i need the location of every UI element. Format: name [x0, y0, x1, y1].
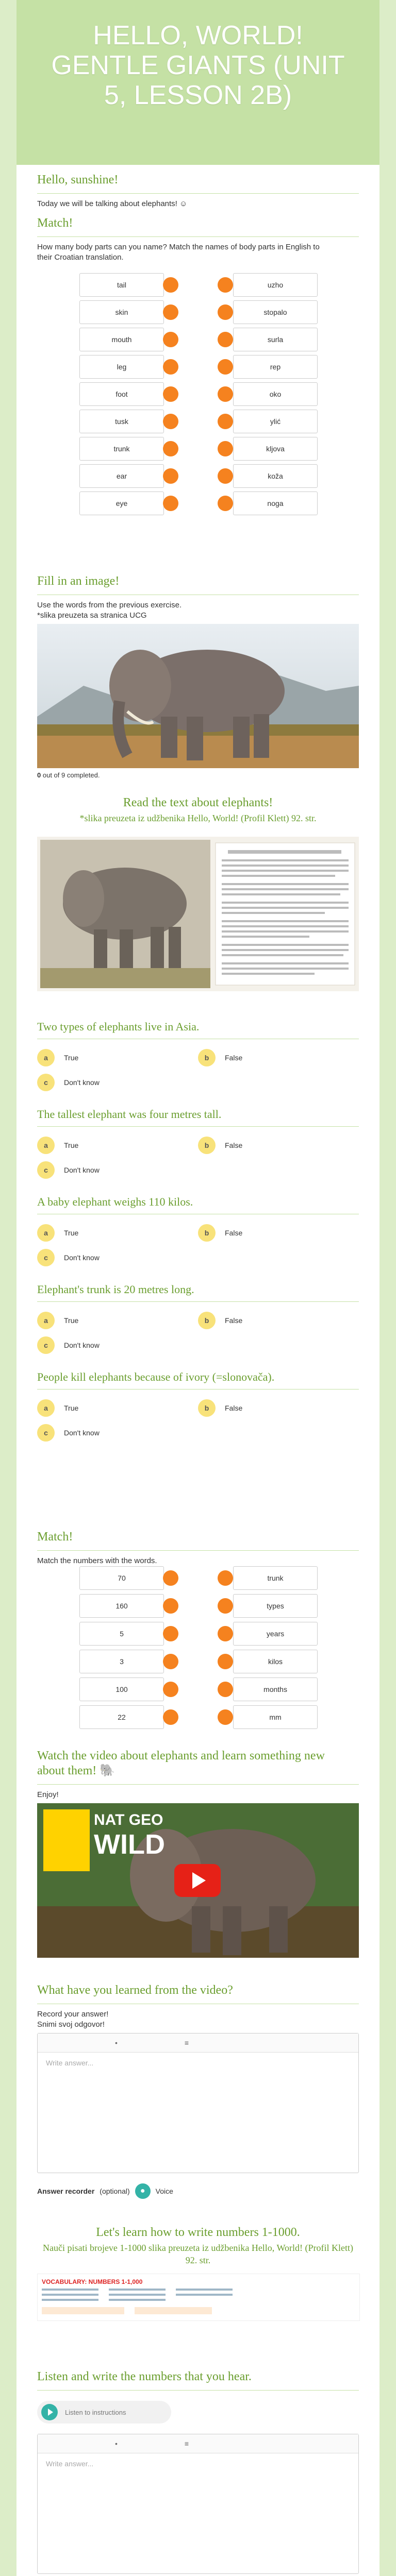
video-section	[37, 1749, 359, 1976]
match-connector-right[interactable]	[218, 1682, 233, 1697]
answer-option-dont-know[interactable]	[37, 1161, 100, 1179]
wild-logo-text: WILD	[94, 1829, 165, 1860]
match-right-item[interactable]: kljova	[233, 437, 318, 461]
natgeo-logo	[43, 1809, 90, 1871]
quiz-question	[37, 1370, 359, 1453]
fill-image-section	[37, 574, 359, 791]
match-connector-left[interactable]	[163, 332, 178, 347]
intro-text: Today we will be talking about elephants!	[37, 199, 177, 208]
numbers-textbook-image[interactable]	[37, 2274, 360, 2321]
match-row	[37, 382, 359, 406]
quiz-question-text: Two types of elephants live in Asia.	[37, 1020, 200, 1033]
answer-option-true[interactable]	[37, 1049, 78, 1066]
video-player[interactable]	[37, 1803, 359, 1958]
match-connector-right[interactable]	[218, 468, 233, 484]
match-row	[37, 492, 359, 515]
match-connector-left[interactable]	[163, 1626, 178, 1641]
match-connector-left[interactable]	[163, 1598, 178, 1614]
quiz-question-text: A baby elephant weighs 110 kilos.	[37, 1195, 193, 1208]
option-badge: c	[37, 1161, 55, 1179]
number-match-rows	[37, 1566, 359, 1736]
format-icon[interactable]: ≡	[184, 2439, 189, 2448]
option-label: Don't know	[64, 1429, 100, 1437]
option-badge: c	[37, 1074, 55, 1091]
answer-option-true[interactable]	[37, 1312, 78, 1329]
video-heading: Watch the video about elephants and learn something new about them! 🐘	[37, 1749, 325, 1777]
option-badge: b	[198, 1137, 216, 1154]
answer-option-false[interactable]	[198, 1399, 242, 1417]
numbers-table-illustration	[42, 2286, 300, 2317]
quiz-question-text: Elephant's trunk is 20 metres long.	[37, 1283, 194, 1296]
numbers-image-label: VOCABULARY: NUMBERS 1-1,000	[42, 2278, 143, 2285]
option-label: True	[64, 1141, 79, 1149]
match-right-item[interactable]: kilos	[233, 1650, 318, 1673]
align-icon[interactable]: •	[115, 2439, 118, 2448]
natgeo-logo-text: NAT GEO	[94, 1811, 163, 1828]
read-text-subheading: *slika preuzeta iz udžbenika Hello, World! (Profil Klett) 92. str.	[79, 813, 317, 823]
answer-option-dont-know[interactable]	[37, 1336, 100, 1354]
match-left-item[interactable]: 160	[79, 1594, 164, 1618]
option-badge: a	[37, 1137, 55, 1154]
match-row	[37, 328, 359, 351]
match-right-item[interactable]: rep	[233, 355, 318, 379]
quiz-question-text: The tallest elephant was four metres tall.	[37, 1108, 222, 1121]
match-right-item[interactable]: ylić	[233, 410, 318, 433]
read-text-section	[37, 796, 359, 1002]
match-row	[37, 410, 359, 433]
match-row	[37, 300, 359, 324]
match-left-item[interactable]: trunk	[79, 437, 164, 461]
match-connector-right[interactable]	[218, 1654, 233, 1669]
match-row	[37, 1566, 359, 1590]
audio-play-icon[interactable]	[41, 2404, 58, 2420]
video-enjoy: Enjoy!	[37, 1790, 59, 1799]
match-left-item[interactable]: 100	[79, 1677, 164, 1701]
answer-placeholder: Write answer...	[46, 2059, 94, 2067]
match-row	[37, 1705, 359, 1729]
numbers-section	[37, 2226, 359, 2339]
quiz-question	[37, 1108, 359, 1190]
match-connector-left[interactable]	[163, 1682, 178, 1697]
intro-heading: Hello, sunshine!	[37, 173, 119, 187]
option-badge: a	[37, 1049, 55, 1066]
match-connector-right[interactable]	[218, 496, 233, 511]
completion-counter: 0 out of 9 completed.	[37, 771, 100, 779]
quiz-question	[37, 1283, 359, 1365]
option-label: True	[64, 1054, 79, 1062]
fill-image-heading: Fill in an image!	[37, 574, 120, 588]
match-right-item[interactable]: uzho	[233, 273, 318, 297]
match-connector-right[interactable]	[218, 332, 233, 347]
answer-option-dont-know[interactable]	[37, 1074, 100, 1091]
listen-answer-editor[interactable]	[37, 2434, 359, 2574]
option-label: True	[64, 1229, 79, 1237]
answer-option-true[interactable]	[37, 1137, 78, 1154]
match-connector-left[interactable]	[163, 1709, 178, 1725]
option-badge: b	[198, 1312, 216, 1329]
match-connector-right[interactable]	[218, 1598, 233, 1614]
option-label: False	[225, 1229, 243, 1237]
match-row	[37, 273, 359, 297]
match-connector-right[interactable]	[218, 1626, 233, 1641]
match-body-parts-section	[37, 216, 359, 536]
option-label: Don't know	[64, 1078, 100, 1087]
option-label: False	[225, 1404, 243, 1412]
hero-banner	[16, 0, 380, 165]
worksheet-page	[16, 0, 380, 2576]
match-left-item[interactable]: tusk	[79, 410, 164, 433]
match-right-item[interactable]: stopalo	[233, 300, 318, 324]
voice-label: Voice	[155, 2187, 173, 2195]
match-left-item[interactable]: skin	[79, 300, 164, 324]
editor-toolbar	[38, 2033, 358, 2053]
fill-image-text: Use the words from the previous exercise.	[37, 601, 182, 609]
read-text-heading: Read the text about elephants!	[123, 796, 273, 809]
match-connector-right[interactable]	[218, 277, 233, 293]
answer-option-dont-know[interactable]	[37, 1249, 100, 1266]
match-connector-right[interactable]	[218, 1709, 233, 1725]
match-row	[37, 1622, 359, 1646]
option-badge: c	[37, 1424, 55, 1442]
option-label: Don't know	[64, 1166, 100, 1174]
option-label: True	[64, 1316, 79, 1325]
option-badge: c	[37, 1249, 55, 1266]
match-left-item[interactable]: ear	[79, 464, 164, 488]
match-numbers-heading: Match!	[37, 1530, 73, 1544]
match-connector-left[interactable]	[163, 496, 178, 511]
option-badge: a	[37, 1224, 55, 1242]
match-left-item[interactable]: 5	[79, 1622, 164, 1646]
listen-section	[37, 2370, 359, 2576]
match-rows	[37, 273, 359, 520]
match-connector-right[interactable]	[218, 441, 233, 456]
option-badge: a	[37, 1399, 55, 1417]
option-label: True	[64, 1404, 79, 1412]
textbook-page-image[interactable]	[37, 837, 359, 991]
match-row	[37, 355, 359, 379]
fill-image-source: *slika preuzeta sa stranica UCG	[37, 611, 147, 620]
match-connector-right[interactable]	[218, 359, 233, 375]
quiz-question	[37, 1020, 359, 1103]
match-numbers-section	[37, 1530, 359, 1721]
match-left-item[interactable]: 70	[79, 1566, 164, 1590]
match-connector-right[interactable]	[218, 414, 233, 429]
learned-text-hr: Snimi svoj odgovor!	[37, 2020, 105, 2029]
answer-option-dont-know[interactable]	[37, 1424, 100, 1442]
editor-toolbar	[38, 2434, 358, 2453]
elephant-photo[interactable]	[37, 624, 359, 768]
match-connector-left[interactable]	[163, 359, 178, 375]
learned-text-en: Record your answer!	[37, 2010, 109, 2019]
match-connector-left[interactable]	[163, 441, 178, 456]
match-connector-left[interactable]	[163, 1570, 178, 1586]
numbers-subheading: Nauči pisati brojeve 1-1000 slika preuzeta iz udžbenika Hello, World! (Profil Klett) 92. str.	[42, 2243, 354, 2265]
answer-option-false[interactable]	[198, 1049, 242, 1066]
match-row	[37, 464, 359, 488]
match-right-item[interactable]: years	[233, 1622, 318, 1646]
numbers-heading: Let's learn how to write numbers 1-1000.	[96, 2226, 300, 2239]
option-label: Don't know	[64, 1341, 100, 1349]
intro-section	[37, 173, 359, 212]
match-row	[37, 437, 359, 461]
match-right-item[interactable]: noga	[233, 492, 318, 515]
smile-icon: ☺	[179, 199, 188, 208]
option-label: False	[225, 1054, 243, 1062]
match-right-item[interactable]: koža	[233, 464, 318, 488]
match-row	[37, 1594, 359, 1618]
quiz-question-text: People kill elephants because of ivory (=slonovača).	[37, 1370, 275, 1383]
option-badge: c	[37, 1336, 55, 1354]
answer-placeholder: Write answer...	[46, 2460, 94, 2468]
true-false-quiz	[37, 1020, 359, 1463]
answer-option-false[interactable]	[198, 1224, 242, 1242]
match-row	[37, 1677, 359, 1701]
audio-label: Listen to instructions	[65, 2408, 126, 2416]
match-right-item[interactable]: types	[233, 1594, 318, 1618]
answer-recorder	[37, 2183, 359, 2199]
match-left-item[interactable]: 22	[79, 1705, 164, 1729]
match-connector-left[interactable]	[163, 1654, 178, 1669]
option-label: False	[225, 1141, 243, 1149]
match-connector-left[interactable]	[163, 414, 178, 429]
option-badge: b	[198, 1049, 216, 1066]
option-label: False	[225, 1316, 243, 1325]
match-connector-left[interactable]	[163, 304, 178, 320]
match-connector-right[interactable]	[218, 386, 233, 402]
match-connector-right[interactable]	[218, 1570, 233, 1586]
option-badge: a	[37, 1312, 55, 1329]
answer-recorder-label: Answer recorder	[37, 2187, 95, 2195]
match-connector-right[interactable]	[218, 304, 233, 320]
match-right-item[interactable]: oko	[233, 382, 318, 406]
match-right-item[interactable]: surla	[233, 328, 318, 351]
match-left-item[interactable]: leg	[79, 355, 164, 379]
option-badge: b	[198, 1224, 216, 1242]
match-left-item[interactable]: mouth	[79, 328, 164, 351]
match-row	[37, 1650, 359, 1673]
learned-answer-editor[interactable]	[37, 2033, 359, 2173]
learned-heading: What have you learned from the video?	[37, 1984, 233, 1997]
option-badge: b	[198, 1399, 216, 1417]
match-connector-left[interactable]	[163, 468, 178, 484]
option-label: Don't know	[64, 1253, 100, 1262]
match-right-item[interactable]: trunk	[233, 1566, 318, 1590]
answer-option-false[interactable]	[198, 1312, 242, 1329]
page-title: HELLO, WORLD! GENTLE GIANTS (UNIT 5, LESSON 2B)	[51, 21, 345, 110]
answer-recorder-optional: (optional)	[100, 2187, 130, 2195]
match-left-item[interactable]: eye	[79, 492, 164, 515]
audio-player[interactable]	[37, 2401, 171, 2424]
match-right-item[interactable]: mm	[233, 1705, 318, 1729]
answer-option-false[interactable]	[198, 1137, 242, 1154]
answer-option-true[interactable]	[37, 1399, 78, 1417]
listen-heading: Listen and write the numbers that you hear.	[37, 2370, 252, 2383]
format-icon[interactable]: ≡	[184, 2039, 189, 2047]
play-icon	[192, 1872, 206, 1889]
match-heading: Match!	[37, 216, 73, 230]
answer-option-true[interactable]	[37, 1224, 78, 1242]
microphone-icon[interactable]: ●	[135, 2183, 151, 2199]
play-button[interactable]	[174, 1864, 221, 1897]
learned-section	[37, 1984, 359, 2215]
match-connector-left[interactable]	[163, 386, 178, 402]
match-instructions: How many body parts can you name? Match the names of body parts in English to their Croatian translation.	[37, 243, 320, 262]
match-left-item[interactable]: tail	[79, 273, 164, 297]
match-connector-left[interactable]	[163, 277, 178, 293]
match-left-item[interactable]: 3	[79, 1650, 164, 1673]
match-left-item[interactable]: foot	[79, 382, 164, 406]
quiz-question	[37, 1195, 359, 1278]
match-right-item[interactable]: months	[233, 1677, 318, 1701]
align-icon[interactable]: •	[115, 2039, 118, 2047]
match-numbers-instructions: Match the numbers with the words.	[37, 1556, 157, 1565]
